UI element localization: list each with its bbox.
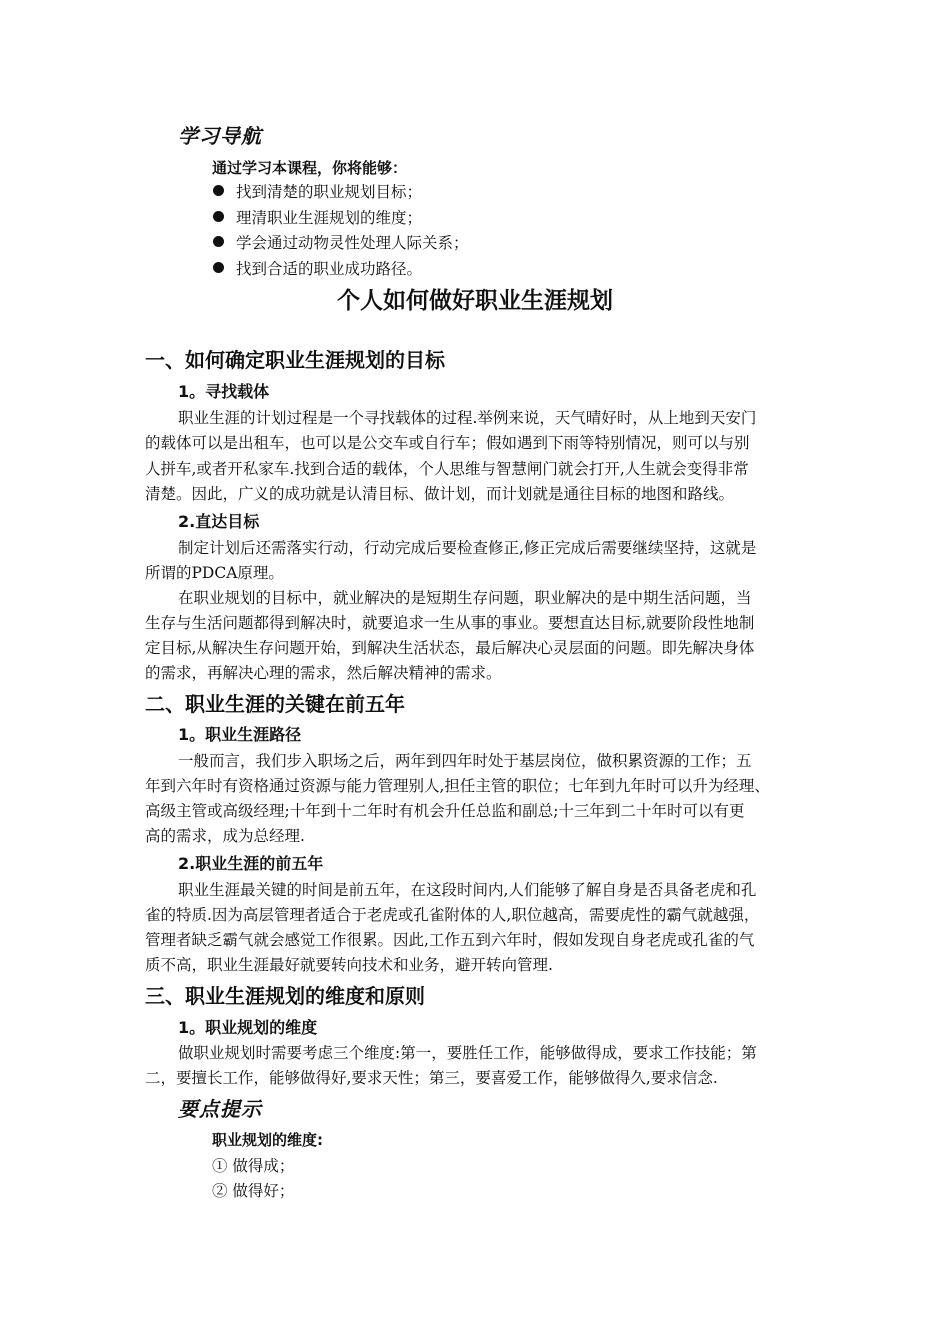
paragraph-line: 在职业规划的目标中，就业解决的是短期生存问题，职业解决的是中期生活问题，当 <box>178 589 752 607</box>
bullet-icon <box>213 211 224 222</box>
paragraph-line: 定目标,从解决生存问题开始，到解决生活状态，最后解决心灵层面的问题。即先解决身体 <box>145 639 755 657</box>
key-point-item: ① 做得成； <box>212 1157 295 1175</box>
bullet-icon <box>213 185 224 196</box>
paragraph-line: 的需求，再解决心理的需求，然后解决精神的需求。 <box>145 664 502 682</box>
bullet-text: 学会通过动物灵性处理人际关系； <box>236 234 469 252</box>
section-2-sub-1: 1。职业生涯路径 <box>178 725 302 744</box>
study-guide-intro: 通过学习本课程，你将能够： <box>212 159 408 177</box>
paragraph-line: 高的需求，成为总经理. <box>145 827 305 845</box>
study-guide-heading: 学习导航 <box>178 124 262 148</box>
key-point-item: ② 做得好； <box>212 1182 295 1200</box>
paragraph-line: 管理者缺乏霸气就会感觉工作很累。因此,工作五到六年时，假如发现自身老虎或孔雀的气 <box>145 931 755 949</box>
paragraph-line: 做职业规划时需要考虑三个维度:第一，要胜任工作，能够做得成，要求工作技能；第 <box>178 1044 757 1062</box>
paragraph-line: 生存与生活问题都得到解决时，就要追求一生从事的事业。要想直达目标,就要阶段性地制 <box>145 614 755 632</box>
paragraph-line: 清楚。因此，广义的成功就是认清目标、做计划，而计划就是通往目标的地图和路线。 <box>145 485 735 503</box>
section-3-sub-1: 1。职业规划的维度 <box>178 1018 318 1037</box>
bullet-item <box>213 180 422 202</box>
bullet-text: 找到清楚的职业规划目标； <box>236 183 423 201</box>
paragraph-line: 高级主管或高级经理;十年到十二年时有机会升任总监和副总;十三年到二十年时可以有更 <box>145 802 745 820</box>
paragraph-line: 职业生涯最关键的时间是前五年，在这段时间内,人们能够了解自身是否具备老虎和孔 <box>178 881 757 899</box>
paragraph-line: 人拼车,或者开私家车.找到合适的载体，个人思维与智慧闸门就会打开,人生就会变得非常 <box>145 460 749 478</box>
document-title: 个人如何做好职业生涯规划 <box>337 288 613 314</box>
bullet-item <box>213 231 469 253</box>
bullet-text: 理清职业生涯规划的维度； <box>236 209 423 227</box>
bullet-icon <box>213 236 224 247</box>
paragraph-line: 一般而言，我们步入职场之后，两年到四年时处于基层岗位，做积累资源的工作；五 <box>178 752 752 770</box>
bullet-item <box>213 257 422 279</box>
bullet-text: 找到合适的职业成功路径。 <box>236 260 423 278</box>
paragraph-line: 年到六年时有资格通过资源与能力管理别人,担任主管的职位；七年到九年时可以升为经理、 <box>145 777 770 795</box>
paragraph-line: 二，要擅长工作，能够做得好,要求天性；第三，要喜爱工作，能够做得久,要求信念. <box>145 1069 718 1087</box>
section-1-sub-2: 2.直达目标 <box>178 512 260 531</box>
bullet-item <box>213 206 422 228</box>
paragraph-line: 质不高，职业生涯最好就要转向技术和业务，避开转向管理. <box>145 956 553 974</box>
section-2-heading: 二、职业生涯的关键在前五年 <box>145 692 405 716</box>
section-2-sub-2: 2.职业生涯的前五年 <box>178 854 324 873</box>
section-3-heading: 三、职业生涯规划的维度和原则 <box>145 984 425 1008</box>
section-1-sub-1: 1。寻找载体 <box>178 382 270 401</box>
paragraph-line: 雀的特质.因为高层管理者适合于老虎或孔雀附体的人,职位越高，需要虎性的霸气就越强， <box>145 906 760 924</box>
key-points-heading: 要点提示 <box>178 1097 262 1121</box>
section-1-heading: 一、如何确定职业生涯规划的目标 <box>145 348 445 372</box>
paragraph-line: 的载体可以是出租车，也可以是公交车或自行车；假如遇到下雨等特别情况，则可以与别 <box>145 434 750 452</box>
key-points-intro: 职业规划的维度: <box>212 1131 323 1149</box>
bullet-icon <box>213 262 224 273</box>
paragraph-line: 制定计划后还需落实行动，行动完成后要检查修正,修正完成后需要继续坚持，这就是 <box>178 539 757 557</box>
paragraph-line: 职业生涯的计划过程是一个寻找载体的过程.举例来说，天气晴好时，从上地到天安门 <box>178 409 757 427</box>
paragraph-line: 所谓的PDCA原理。 <box>145 564 284 582</box>
